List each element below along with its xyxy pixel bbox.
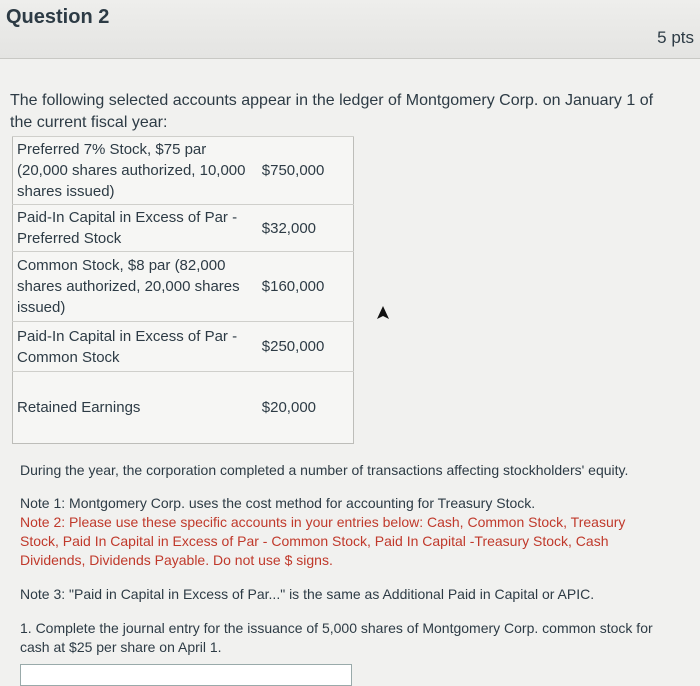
account-name: Paid-In Capital in Excess of Par - Preferred Stock [13, 205, 258, 252]
account-name: Preferred 7% Stock, $75 par (20,000 shares authorized, 10,000 shares issued) [13, 137, 258, 205]
account-name: Common Stock, $8 par (82,000 shares authorized, 20,000 shares issued) [13, 252, 258, 322]
question-points: 5 pts [657, 28, 694, 47]
ledger-table [12, 136, 354, 444]
note-1: Note 1: Montgomery Corp. uses the cost method for accounting for Treasury Stock. [20, 495, 536, 511]
during-text: During the year, the corporation completed a number of transactions affecting stockholders' equity. [20, 462, 629, 478]
note-2: Note 2: Please use these specific accounts in your entries below: Cash, Common Stock, Treasury Stock, Paid In Capital in Excess of Par - Common Stock, Paid In Capital -Treasury Stock, Cash Dividends, Dividends Payable. Do not use $ signs. [20, 514, 626, 568]
answer-input[interactable] [20, 664, 352, 686]
account-name: Retained Earnings [13, 372, 258, 444]
table-row [13, 137, 354, 205]
account-amount: $250,000 [258, 322, 354, 372]
table-row [13, 205, 354, 252]
account-amount: $750,000 [258, 137, 354, 205]
table-row [13, 252, 354, 322]
account-amount: $32,000 [258, 205, 354, 252]
question-header [0, 0, 700, 59]
table-row [13, 372, 354, 444]
table-row [13, 322, 354, 372]
mouse-cursor-icon [376, 305, 390, 321]
task-1-text: 1. Complete the journal entry for the issuance of 5,000 shares of Montgomery Corp. common stock for cash at $25 per share on April 1. [20, 620, 653, 655]
account-amount: $20,000 [258, 372, 354, 444]
question-title: Question 2 [6, 6, 110, 28]
account-amount: $160,000 [258, 252, 354, 322]
note-3: Note 3: "Paid in Capital in Excess of Par..." is the same as Additional Paid in Capital or APIC. [20, 586, 595, 602]
account-name: Paid-In Capital in Excess of Par - Common Stock [13, 322, 258, 372]
intro-text: The following selected accounts appear in the ledger of Montgomery Corp. on January 1 of the current fiscal year: [10, 92, 654, 131]
